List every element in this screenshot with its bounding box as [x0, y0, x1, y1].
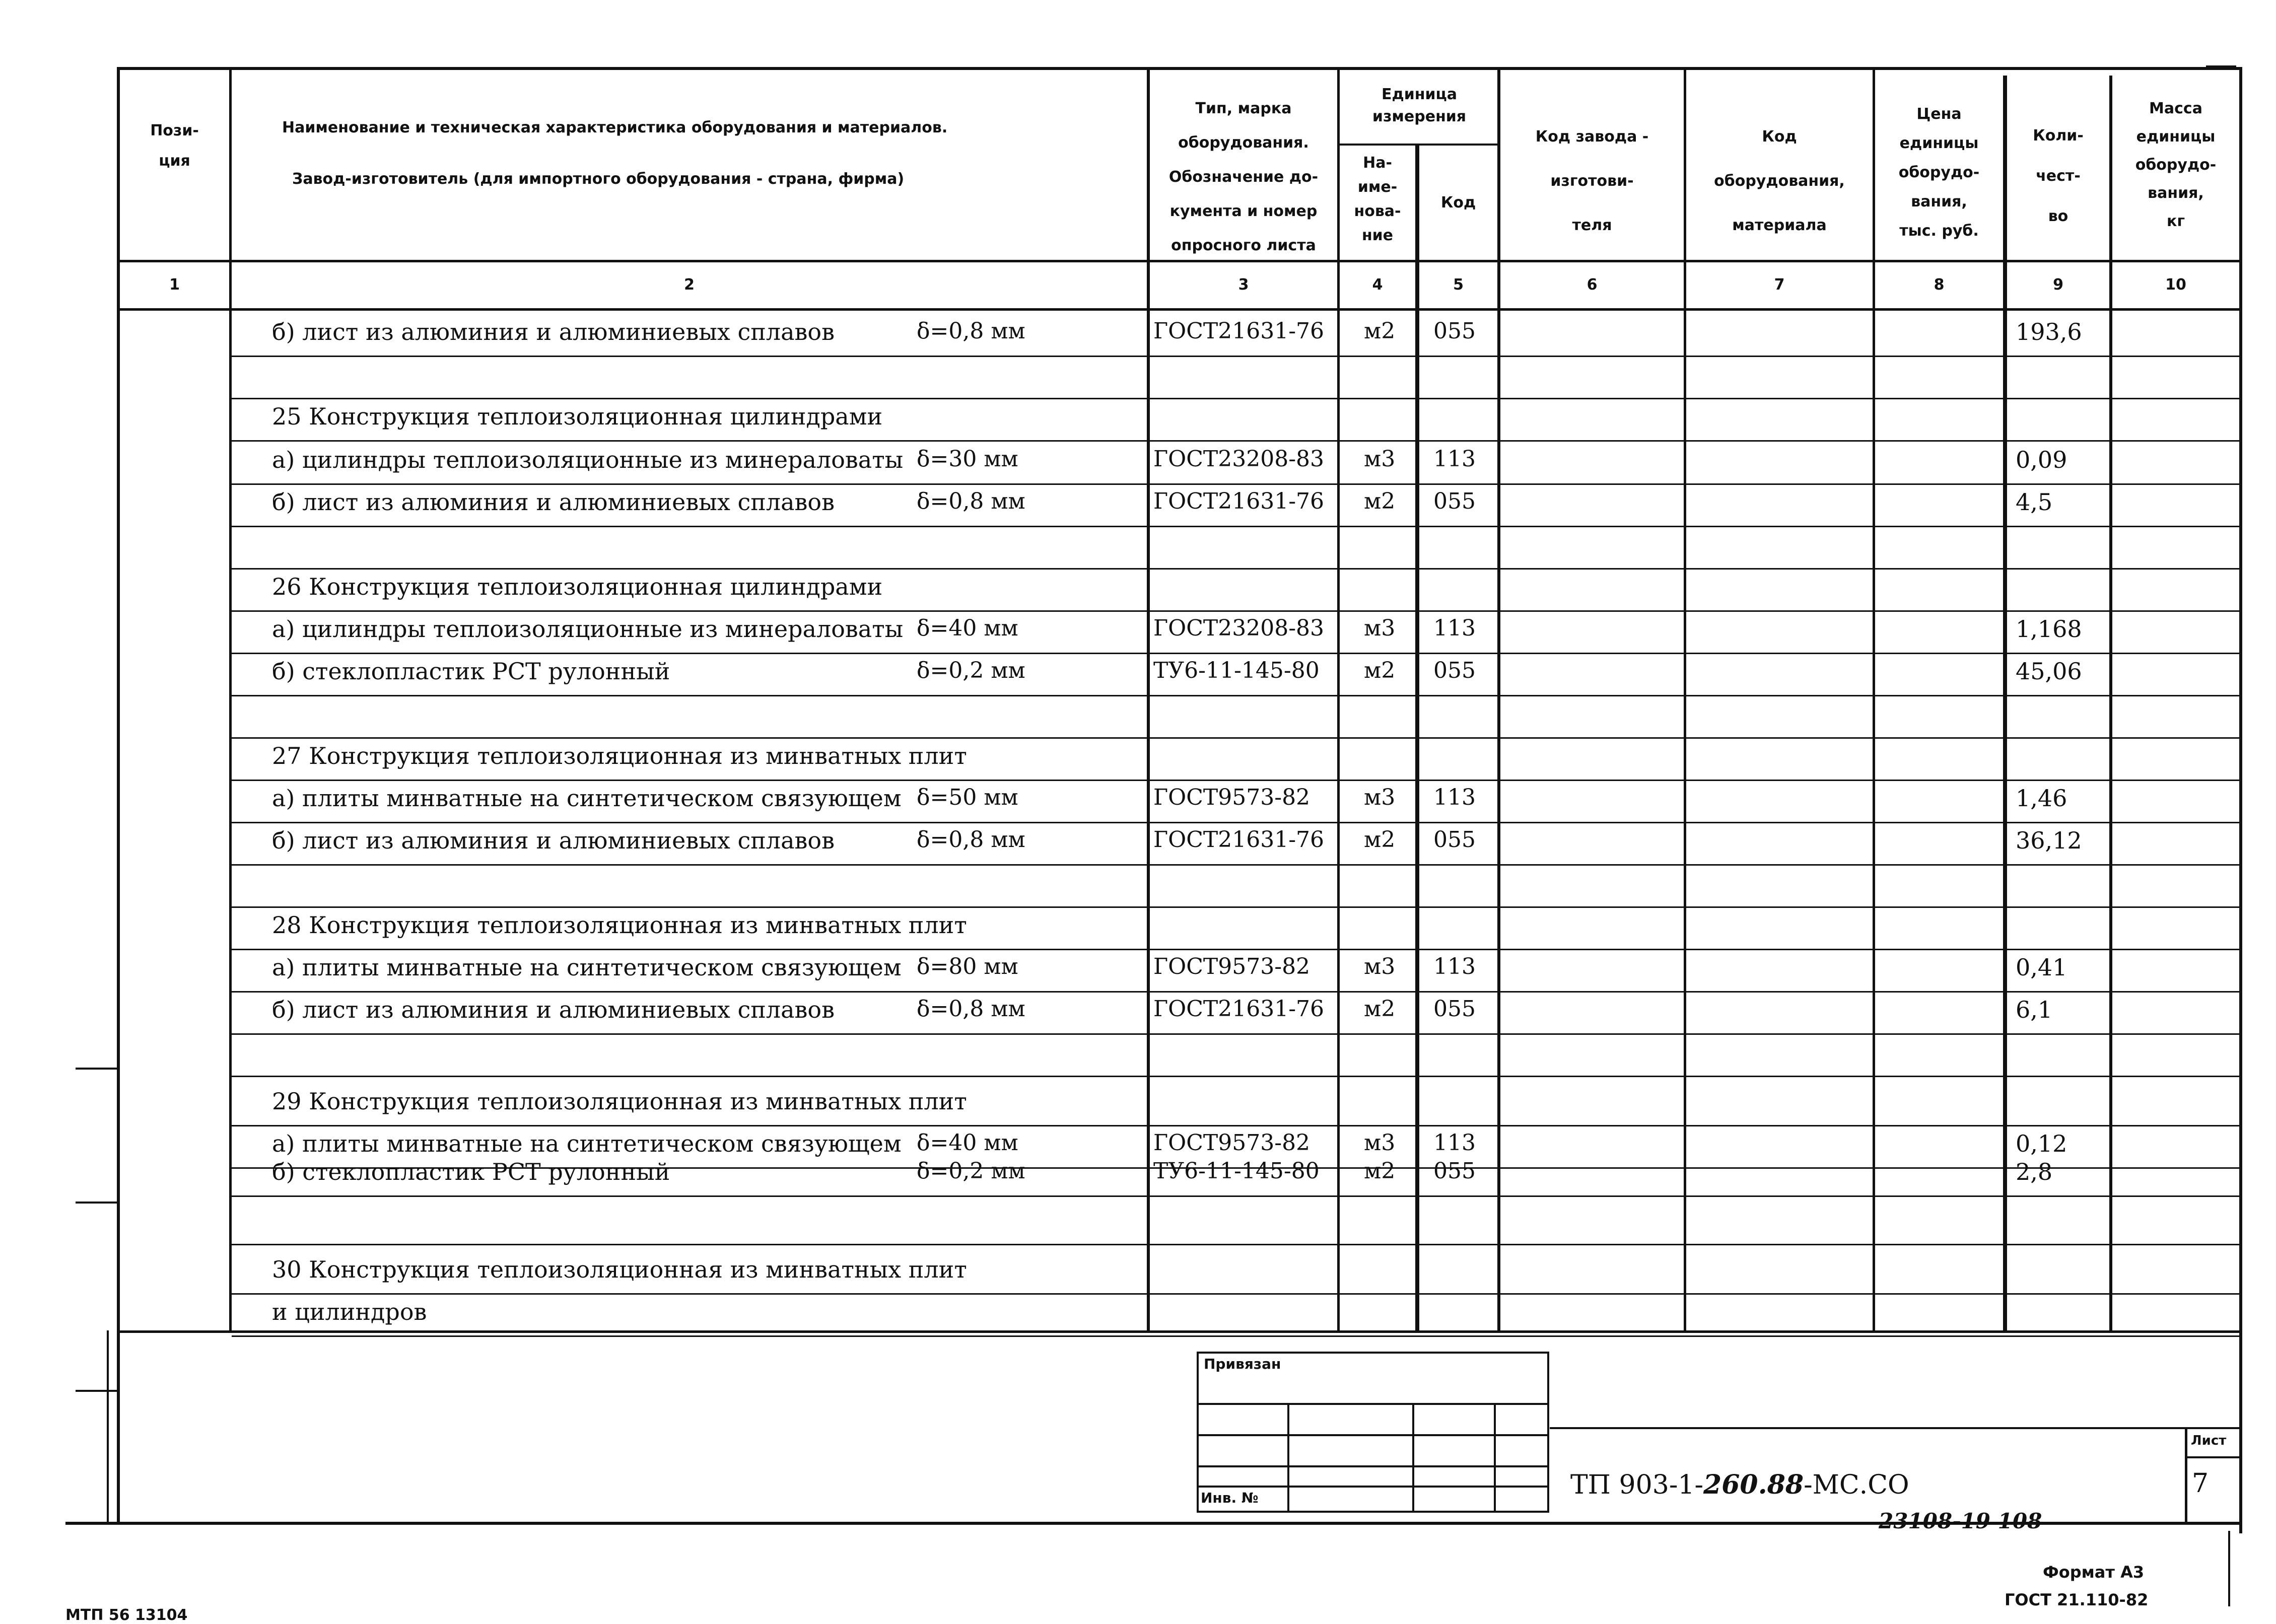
row-name: 28 Конструкция теплоизоляционная из минватных плит [272, 911, 967, 939]
colnum-2: 2 [684, 276, 695, 294]
row-unit-code: 113 [1433, 446, 1476, 472]
row-name: 30 Конструкция теплоизоляционная из минватных плит [272, 1256, 967, 1283]
document-code-suffix: -МС.СО [1804, 1470, 1909, 1500]
row-document: ТУ6-11-145-80 [1153, 1158, 1320, 1184]
row-unit: м3 [1364, 954, 1396, 979]
row-document: ГОСТ9573-82 [1153, 954, 1311, 979]
privyazan-vline-2 [1412, 1403, 1414, 1513]
row-unit: м2 [1364, 488, 1396, 514]
document-code-handwritten: 260.88 [1703, 1469, 1804, 1500]
row-divider [232, 483, 2241, 485]
row-name: а) плиты минватные на синтетическом связующем [272, 1130, 902, 1157]
row-divider [232, 356, 2241, 357]
row-document: ГОСТ21631-76 [1153, 488, 1325, 514]
row-divider [232, 780, 2241, 781]
col-line-9 [2109, 76, 2112, 1332]
privyazan-line-2 [1197, 1434, 1549, 1436]
row-dimension: δ=40 мм [917, 1130, 1018, 1156]
colnum-7: 7 [1774, 276, 1785, 294]
row-divider [232, 1293, 2241, 1295]
row-document: ГОСТ9573-82 [1153, 785, 1311, 810]
sheet-number: 7 [2192, 1468, 2209, 1499]
row-quantity: 1,46 [2016, 785, 2067, 812]
inv-no-label: Инв. № [1201, 1490, 1259, 1506]
row-divider [232, 949, 2241, 950]
row-unit: м2 [1364, 1158, 1396, 1184]
row-quantity: 0,41 [2016, 954, 2067, 981]
row-unit-code: 055 [1433, 488, 1476, 514]
row-name: б) лист из алюминия и алюминиевых сплавов [272, 318, 835, 345]
sheet-box-line [2185, 1456, 2242, 1458]
col-line-8 [2003, 76, 2007, 1332]
row-quantity: 36,12 [2016, 827, 2082, 854]
row-unit-code: 055 [1433, 996, 1476, 1022]
bottom-left-code: МТП 56 13104 [65, 1606, 188, 1624]
header-unit-name: На- име- нова- ние [1354, 154, 1401, 244]
header-unit-group: Единица измерения [1372, 86, 1467, 125]
row-document: ГОСТ21631-76 [1153, 318, 1325, 344]
row-unit: м2 [1364, 827, 1396, 853]
row-dimension: δ=40 мм [917, 615, 1018, 641]
row-divider [232, 864, 2241, 866]
row-name: б) стеклопластик РСТ рулонный [272, 1158, 670, 1185]
archive-number: 23108-19 108 [1879, 1509, 2042, 1533]
row-unit: м3 [1364, 785, 1396, 810]
row-name: и цилиндров [272, 1298, 427, 1325]
row-name: а) цилиндры теплоизоляционные из минераловаты [272, 615, 904, 643]
row-divider [232, 822, 2241, 823]
margin-mark-3 [76, 1390, 117, 1392]
colnum-bottom-border [117, 308, 2242, 311]
row-unit-code: 113 [1433, 785, 1476, 810]
col-line-1 [229, 67, 232, 1332]
table-top-border [117, 67, 2242, 70]
col-line-10 [2239, 67, 2242, 1533]
col-line-6 [1684, 67, 1686, 1332]
stamp-mid-line [1550, 1427, 2242, 1429]
header-quantity: Коли- чест- во [2033, 127, 2084, 225]
row-unit: м2 [1364, 996, 1396, 1022]
row-divider [232, 737, 2241, 739]
privyazan-line-1 [1197, 1403, 1549, 1405]
colnum-5: 5 [1453, 276, 1464, 294]
row-name: 25 Конструкция теплоизоляционная цилиндрами [272, 403, 883, 430]
row-name: б) лист из алюминия и алюминиевых сплавов [272, 488, 835, 516]
top-right-mark [2206, 65, 2236, 67]
row-unit: м3 [1364, 446, 1396, 472]
right-edge-mark [2228, 1531, 2230, 1606]
row-document: ГОСТ9573-82 [1153, 1130, 1311, 1156]
row-unit-code: 055 [1433, 318, 1476, 344]
gost-label: ГОСТ 21.110-82 [2005, 1590, 2149, 1609]
row-divider [232, 568, 2241, 570]
header-equipment-code: Код оборудования, материала [1714, 128, 1845, 234]
format-label: Формат А3 [2043, 1563, 2145, 1582]
row-unit: м3 [1364, 615, 1396, 641]
header-plant-code: Код завода - изготови- теля [1535, 128, 1649, 234]
row-divider [232, 440, 2241, 442]
row-divider [232, 906, 2241, 908]
row-name: 29 Конструкция теплоизоляционная из минватных плит [272, 1088, 967, 1115]
colnum-9: 9 [2053, 276, 2063, 294]
privyazan-vline-3 [1494, 1403, 1496, 1513]
left-binding-line [107, 1330, 109, 1525]
sheet-label: Лист [2191, 1433, 2227, 1448]
row-unit-code: 113 [1433, 1130, 1476, 1156]
header-type: Тип, марка оборудования. Обозначение до- кумента и номер опросного листа [1168, 100, 1319, 254]
row-dimension: δ=30 мм [917, 446, 1018, 472]
colnum-8: 8 [1934, 276, 1945, 294]
row-unit-code: 113 [1433, 615, 1476, 641]
colnum-3: 3 [1238, 276, 1249, 294]
row-name: а) плиты минватные на синтетическом связующем [272, 954, 902, 981]
row-divider [232, 1195, 2241, 1197]
row-quantity: 6,1 [2016, 996, 2053, 1023]
col-line-5 [1497, 67, 1500, 1332]
row-document: ГОСТ21631-76 [1153, 996, 1325, 1022]
row-name: а) цилиндры теплоизоляционные из минераловаты [272, 446, 904, 473]
privyazan-label: Привязан [1204, 1356, 1281, 1372]
row-unit-code: 055 [1433, 1158, 1476, 1184]
privyazan-line-4 [1197, 1486, 1549, 1488]
row-dimension: δ=0,8 мм [917, 488, 1025, 514]
row-divider [232, 991, 2241, 993]
row-divider [232, 610, 2241, 612]
row-divider [232, 526, 2241, 527]
row-name: б) стеклопластик РСТ рулонный [272, 658, 670, 685]
row-name: б) лист из алюминия и алюминиевых сплавов [272, 996, 835, 1023]
col-line-7 [1873, 67, 1875, 1332]
colnum-6: 6 [1587, 276, 1598, 294]
row-unit: м2 [1364, 318, 1396, 344]
header-name-line2: Завод-изготовитель (для импортного оборудования - страна, фирма) [292, 170, 905, 188]
stamp-top-line [117, 1330, 2242, 1333]
margin-mark-1 [76, 1068, 117, 1070]
colnum-10: 10 [2165, 276, 2186, 294]
row-unit: м3 [1364, 1130, 1396, 1156]
row-document: ГОСТ21631-76 [1153, 827, 1325, 853]
row-dimension: δ=50 мм [917, 785, 1018, 810]
row-divider [232, 653, 2241, 654]
row-quantity: 0,12 [2016, 1130, 2067, 1157]
row-document: ГОСТ23208-83 [1153, 446, 1325, 472]
row-divider [232, 1244, 2241, 1245]
row-dimension: δ=0,8 мм [917, 318, 1025, 344]
row-divider [232, 1125, 2241, 1126]
header-position: Пози- ция [150, 122, 199, 170]
row-document: ТУ6-11-145-80 [1153, 658, 1320, 683]
row-quantity: 2,8 [2016, 1158, 2053, 1185]
document-code-prefix: ТП 903-1- [1570, 1470, 1704, 1500]
row-name: 27 Конструкция теплоизоляционная из минватных плит [272, 742, 967, 769]
row-quantity: 1,168 [2016, 615, 2082, 643]
row-dimension: δ=0,2 мм [917, 1158, 1025, 1184]
row-dimension: δ=0,8 мм [917, 996, 1025, 1022]
row-name: а) плиты минватные на синтетическом связующем [272, 785, 902, 812]
margin-mark-2 [76, 1202, 117, 1204]
row-divider [232, 1076, 2241, 1077]
header-name-line1: Наименование и техническая характеристика оборудования и материалов. [282, 119, 948, 136]
row-divider [232, 398, 2241, 399]
row-document: ГОСТ23208-83 [1153, 615, 1325, 641]
header-mass: Масса единицы оборудо- вания, кг [2135, 100, 2217, 230]
row-quantity: 4,5 [2016, 488, 2053, 516]
col-line-3 [1337, 67, 1340, 1332]
row-unit: м2 [1364, 658, 1396, 683]
header-unit-code: Код [1440, 194, 1476, 211]
row-quantity: 193,6 [2016, 318, 2082, 345]
row-divider [232, 695, 2241, 696]
row-divider [232, 1335, 2241, 1337]
row-dimension: δ=0,8 мм [917, 827, 1025, 853]
row-unit-code: 055 [1433, 827, 1476, 853]
row-divider [232, 1033, 2241, 1035]
colnum-4: 4 [1372, 276, 1383, 294]
header-price: Цена единицы оборудо- вания, тыс. руб. [1898, 105, 1980, 240]
document-code [1570, 1469, 1909, 1500]
row-name: 26 Конструкция теплоизоляционная цилиндрами [272, 573, 883, 600]
privyazan-vline-1 [1287, 1403, 1289, 1513]
colnum-1: 1 [169, 276, 180, 294]
row-quantity: 45,06 [2016, 658, 2082, 685]
row-dimension: δ=80 мм [917, 954, 1018, 979]
row-unit-code: 055 [1433, 658, 1476, 683]
row-quantity: 0,09 [2016, 446, 2067, 473]
privyazan-box [1197, 1352, 1549, 1513]
row-name: б) лист из алюминия и алюминиевых сплавов [272, 827, 835, 854]
privyazan-line-3 [1197, 1465, 1549, 1467]
row-unit-code: 113 [1433, 954, 1476, 979]
row-dimension: δ=0,2 мм [917, 658, 1025, 683]
